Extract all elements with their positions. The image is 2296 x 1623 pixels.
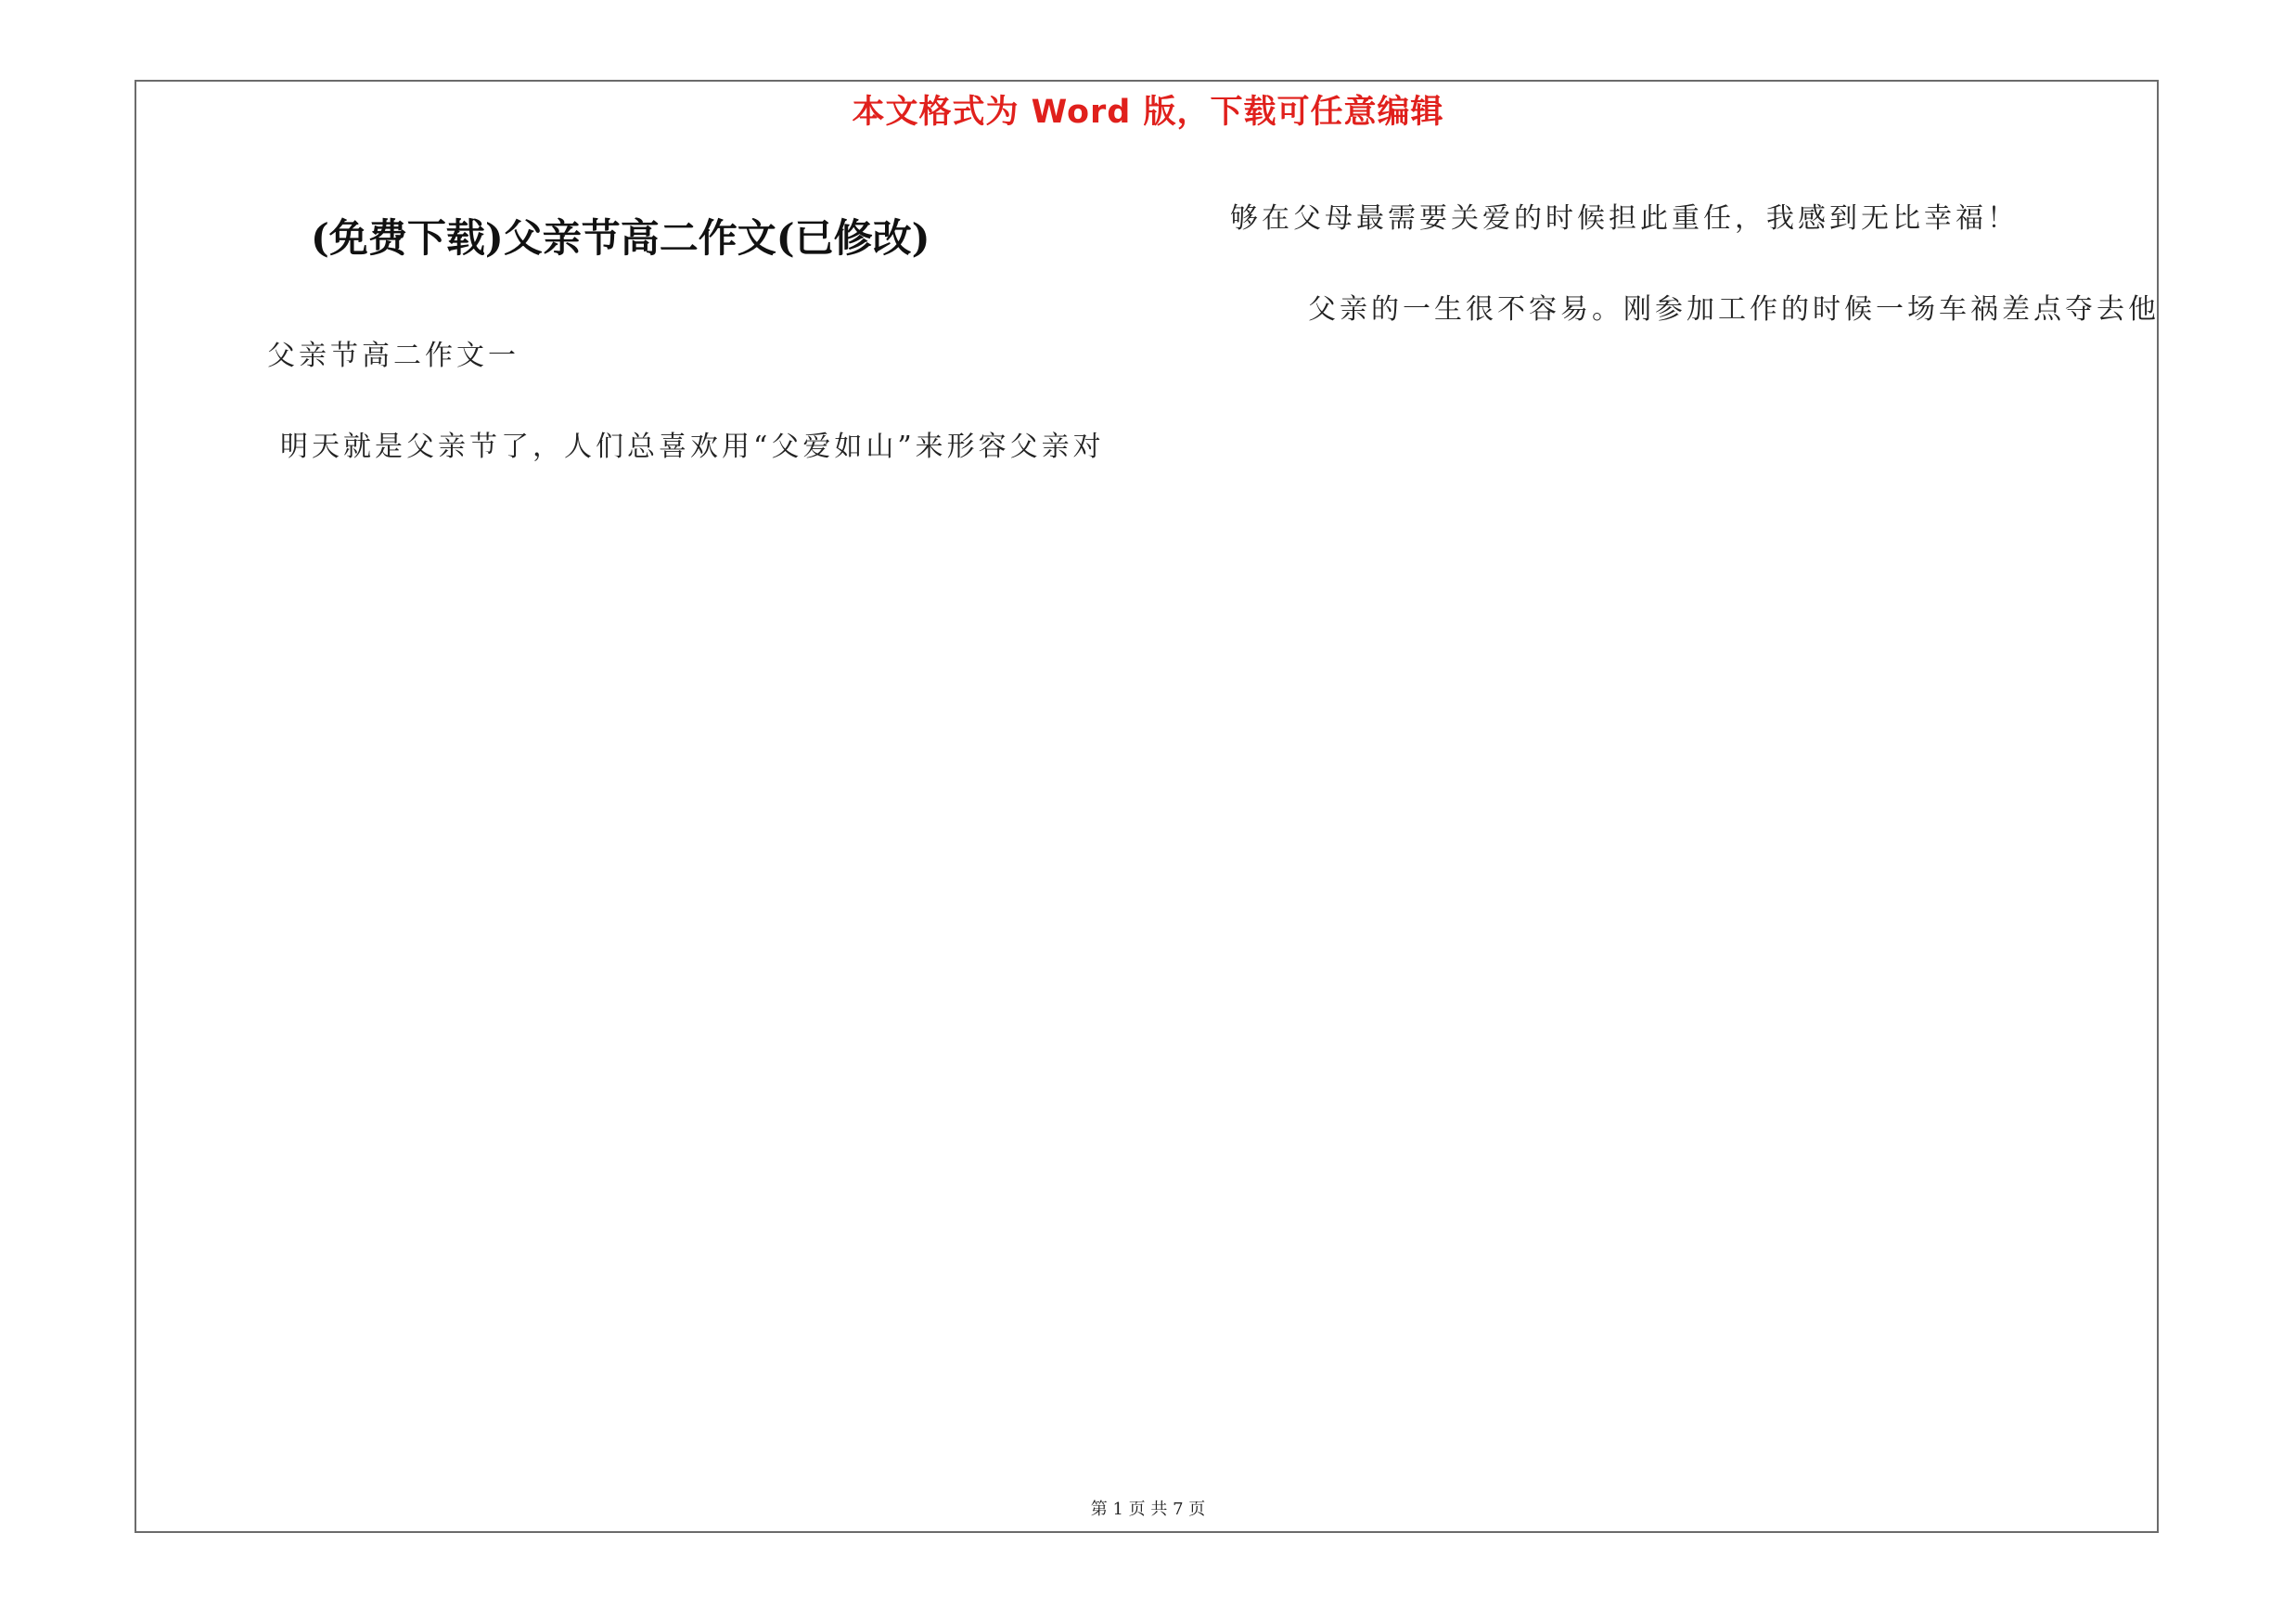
- paragraph-line: 父亲节高二作文一: [267, 340, 519, 372]
- paragraph-line: 明天就是父亲节了，人们总喜欢用“父爱如山”来形容父亲对: [280, 431, 1105, 463]
- paragraph-line: 父亲的一生很不容易。刚参加工作的时候一场车祸差点夺去他: [1308, 293, 2160, 326]
- paragraph-line: 够在父母最需要关爱的时候担此重任，我感到无比幸福！: [1230, 202, 2019, 235]
- document-title: (免费下载)父亲节高二作文(已修改): [311, 215, 930, 261]
- page-number-footer: 第 1 页 共 7 页: [1090, 1500, 1206, 1519]
- format-banner: 本文格式为 Word 版，下载可任意编辑: [852, 94, 1444, 131]
